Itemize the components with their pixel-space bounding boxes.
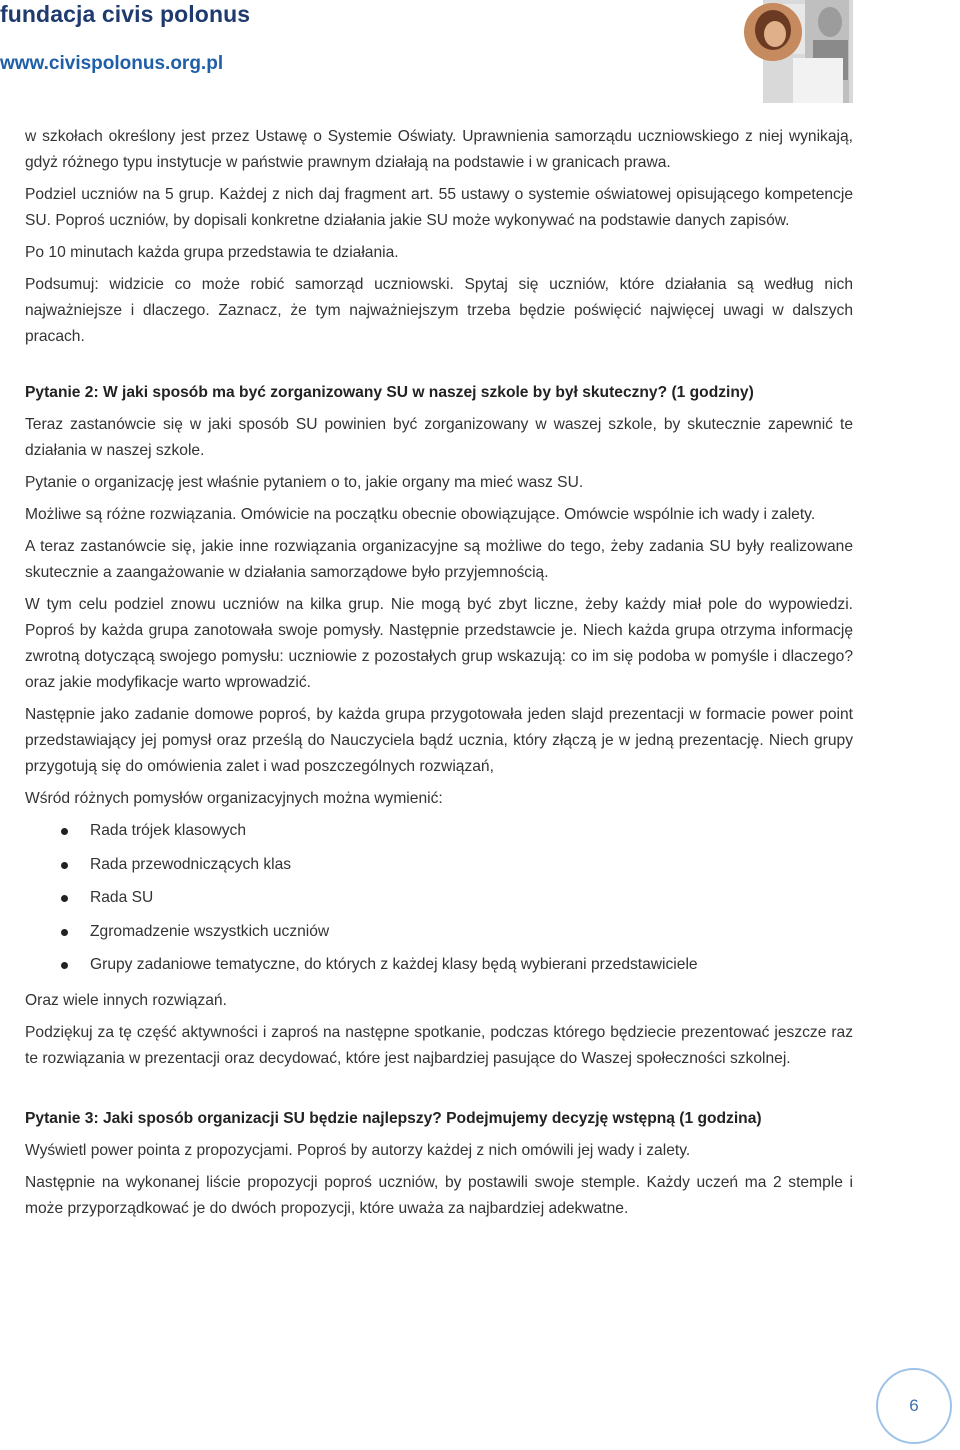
- paragraph: Oraz wiele innych rozwiązań.: [25, 991, 227, 1009]
- header-photo: [743, 0, 853, 103]
- bullet-icon: [61, 895, 68, 902]
- document-body: [25, 124, 853, 1228]
- bullet-icon: [61, 828, 68, 835]
- list-item: [25, 818, 853, 852]
- paragraph: Następnie jako zadanie domowe poproś, by każda grupa przygotowała jeden slajd prezentacji w formacie power point przedstawiający jej pomysł oraz prześlą do Nauczyciela bądź ucznia, który złączą je w jedną prezentację. Niech grupy przygotują się do omówienia zalet i wad poszczególnych rozwiązań,: [25, 706, 853, 775]
- paragraph: Wyświetl power pointa z propozycjami. Poproś by autorzy każdej z nich omówili jej wady i zalety.: [25, 1141, 691, 1159]
- list-item-text: Rada przewodniczących klas: [90, 855, 292, 873]
- paragraph: Podziękuj za tę część aktywności i zaproś na następne spotkanie, podczas którego będziecie prezentować jeszcze raz te rozwiązania w prezentacji oraz decydować, które jest najbardziej pasujące do Waszej społeczności szkolnej.: [25, 1023, 853, 1067]
- page-number: 6: [909, 1396, 919, 1415]
- page-number-badge: [876, 1368, 952, 1444]
- paragraph: Możliwe są różne rozwiązania. Omówicie na początku obecnie obowiązujące. Omówcie wspólnie ich wady i zalety.: [25, 506, 816, 523]
- organization-options-list: [25, 818, 853, 986]
- paragraph: W tym celu podziel znowu uczniów na kilka grup. Nie mogą być zbyt liczne, żeby każdy miał pole do wypowiedzi. Poproś by każda grupa zanotowała swoje pomysły. Następnie przedstawcie je. Niech każda grupa otrzyma informację zwrotną dotyczącą swojego pomysłu: uczniowie z pozostałych grup wskazują: co im się podoba w pomyśle i dlaczego? oraz jakie modyfikacje warto wprowadzić.: [25, 596, 853, 691]
- paragraph: Wśród różnych pomysłów organizacyjnych można wymienić:: [25, 790, 443, 807]
- paragraph: Pytanie o organizację jest właśnie pytaniem o to, jakie organy ma mieć wasz SU.: [25, 474, 584, 491]
- org-name: fundacja civis polonus: [0, 1, 251, 27]
- list-item: [25, 852, 853, 886]
- list-item-text: Rada trójek klasowych: [90, 822, 247, 839]
- paragraph: A teraz zastanówcie się, jakie inne rozwiązania organizacyjne są możliwe do tego, żeby zadania SU były realizowane skutecznie a zaangażowanie w działania samorządowe było przyjemnością.: [25, 538, 853, 581]
- paragraph: Po 10 minutach każda grupa przedstawia te działania.: [25, 244, 399, 261]
- org-url[interactable]: www.civispolonus.org.pl: [0, 53, 224, 74]
- paragraph: Następnie na wykonanej liście propozycji poproś uczniów, by postawili swoje stemple. Każdy uczeń ma 2 stemple i może przyporządkować je do dwóch propozycji, które uważa za najbardziej adekwatne.: [25, 1173, 853, 1217]
- list-item-text: Grupy zadaniowe tematyczne, do których z każdej klasy będą wybierani przedstawiciele: [90, 956, 698, 973]
- paragraph: Podziel uczniów na 5 grup. Każdej z nich daj fragment art. 55 ustawy o systemie oświatowej opisującego kompetencje SU. Poproś uczniów, by dopisali konkretne działania jakie SU może wykonywać na podstawie danych zapisów.: [25, 186, 853, 229]
- list-item-text: Zgromadzenie wszystkich uczniów: [90, 922, 330, 940]
- question-3-heading: Pytanie 3: Jaki sposób organizacji SU będzie najlepszy? Podejmujemy decyzję wstępną (1 godzina): [25, 1109, 762, 1127]
- list-item: [25, 952, 853, 986]
- paragraph: Podsumuj: widzicie co może robić samorząd uczniowski. Spytaj się uczniów, które działania są według nich najważniejsze i dlaczego. Zaznacz, że tym najważniejszym trzeba będzie poświęcić najwięcej uwagi w dalszych pracach.: [25, 276, 853, 345]
- page-header: [0, 0, 960, 110]
- bullet-icon: [61, 962, 68, 969]
- paragraph: w szkołach określony jest przez Ustawę o Systemie Oświaty. Uprawnienia samorządu uczniowskiego z niej wynikają, gdyż różnego typu instytucje w państwie prawnym działają na podstawie i w granicach prawa.: [25, 128, 853, 171]
- list-item: [25, 885, 853, 919]
- list-item: [25, 919, 853, 953]
- bullet-icon: [61, 929, 68, 936]
- list-item-text: Rada SU: [90, 889, 154, 906]
- question-2-heading: Pytanie 2: W jaki sposób ma być zorganizowany SU w naszej szkole by był skuteczny? (1 godziny): [25, 384, 754, 401]
- paragraph: Teraz zastanówcie się w jaki sposób SU powinien być zorganizowany w waszej szkole, by skutecznie zapewnić te działania w naszej szkole.: [25, 416, 853, 459]
- bullet-icon: [61, 862, 68, 869]
